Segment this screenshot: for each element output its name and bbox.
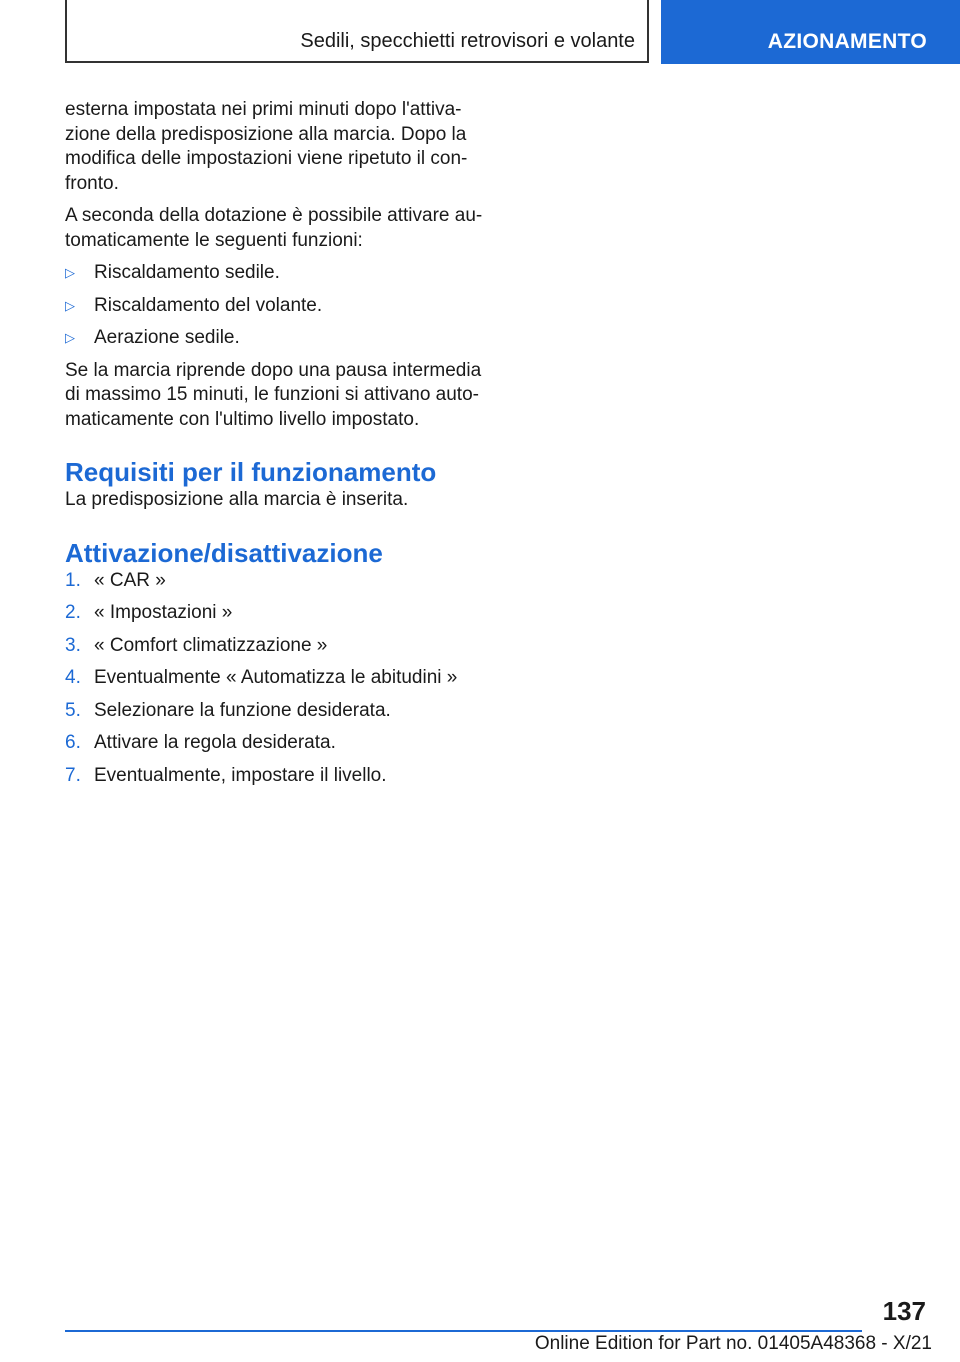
step-text: Eventualmente, impostare il livello. bbox=[94, 764, 387, 786]
step-number: 5. bbox=[65, 699, 81, 721]
bullet-text: Riscaldamento del volante. bbox=[94, 294, 323, 316]
step-item bbox=[65, 666, 485, 691]
header-section-box bbox=[65, 0, 649, 63]
step-number: 6. bbox=[65, 732, 81, 753]
step-item bbox=[65, 601, 485, 626]
step-number: 4. bbox=[65, 667, 81, 688]
paragraph-functions bbox=[65, 204, 485, 253]
step-item bbox=[65, 764, 485, 789]
paragraph-line: maticamente con l'ultimo livello impostato. bbox=[65, 408, 420, 430]
triangle-bullet-icon: ▷ bbox=[65, 265, 75, 280]
step-text: Eventualmente « Automatizza le abitudini » bbox=[94, 667, 458, 688]
step-number: 1. bbox=[65, 569, 81, 591]
step-text: Attivare la regola desiderata. bbox=[94, 732, 336, 753]
step-item bbox=[65, 699, 485, 724]
paragraph-resume bbox=[65, 359, 485, 433]
step-number: 7. bbox=[65, 764, 81, 786]
bullet-item bbox=[65, 326, 485, 351]
paragraph-intro bbox=[65, 98, 485, 196]
triangle-bullet-icon: ▷ bbox=[65, 297, 75, 313]
paragraph-line: modifica delle impostazioni viene ripetuto il con- bbox=[65, 148, 468, 169]
step-text: « Impostazioni » bbox=[94, 602, 233, 623]
header-chapter-tab bbox=[661, 0, 960, 64]
step-item bbox=[65, 731, 485, 756]
step-number: 2. bbox=[65, 602, 81, 623]
triangle-bullet-icon: ▷ bbox=[65, 330, 75, 345]
paragraph-line: zione della predisposizione alla marcia. Dopo la bbox=[65, 123, 467, 145]
paragraph-line: A seconda della dotazione è possibile attivare au- bbox=[65, 205, 483, 226]
heading-activation: Attivazione/disattivazione bbox=[65, 537, 383, 568]
paragraph-line: esterna impostata nei primi minuti dopo l'attiva- bbox=[65, 99, 462, 120]
paragraph-requirements: La predisposizione alla marcia è inserita. bbox=[65, 489, 409, 510]
bullet-text: Aerazione sedile. bbox=[94, 327, 240, 348]
step-text: Selezionare la funzione desiderata. bbox=[94, 699, 391, 721]
header-chapter-tab-label: AZIONAMENTO bbox=[767, 30, 927, 53]
paragraph-line: fronto. bbox=[65, 172, 119, 194]
bullet-item bbox=[65, 261, 485, 286]
step-text: « Comfort climatizzazione » bbox=[94, 634, 328, 656]
paragraph-line: Se la marcia riprende dopo una pausa intermedia bbox=[65, 359, 482, 381]
footer-divider bbox=[65, 1330, 862, 1332]
bullet-item bbox=[65, 294, 485, 319]
footer-edition-text: Online Edition for Part no. 01405A48368 - X/21 bbox=[534, 1333, 932, 1354]
heading-requirements: Requisiti per il funzionamento bbox=[65, 457, 437, 487]
paragraph-line: tomaticamente le seguenti funzioni: bbox=[65, 229, 363, 251]
header-section-title: Sedili, specchietti retrovisori e volante bbox=[300, 30, 635, 52]
main-content bbox=[65, 98, 485, 796]
step-item bbox=[65, 569, 485, 594]
bullet-text: Riscaldamento sedile. bbox=[94, 262, 280, 283]
step-item bbox=[65, 634, 485, 659]
paragraph-line: di massimo 15 minuti, le funzioni si attivano auto- bbox=[65, 384, 479, 405]
page-number: 137 bbox=[882, 1296, 926, 1326]
step-text: « CAR » bbox=[94, 569, 166, 591]
step-number: 3. bbox=[65, 634, 81, 656]
